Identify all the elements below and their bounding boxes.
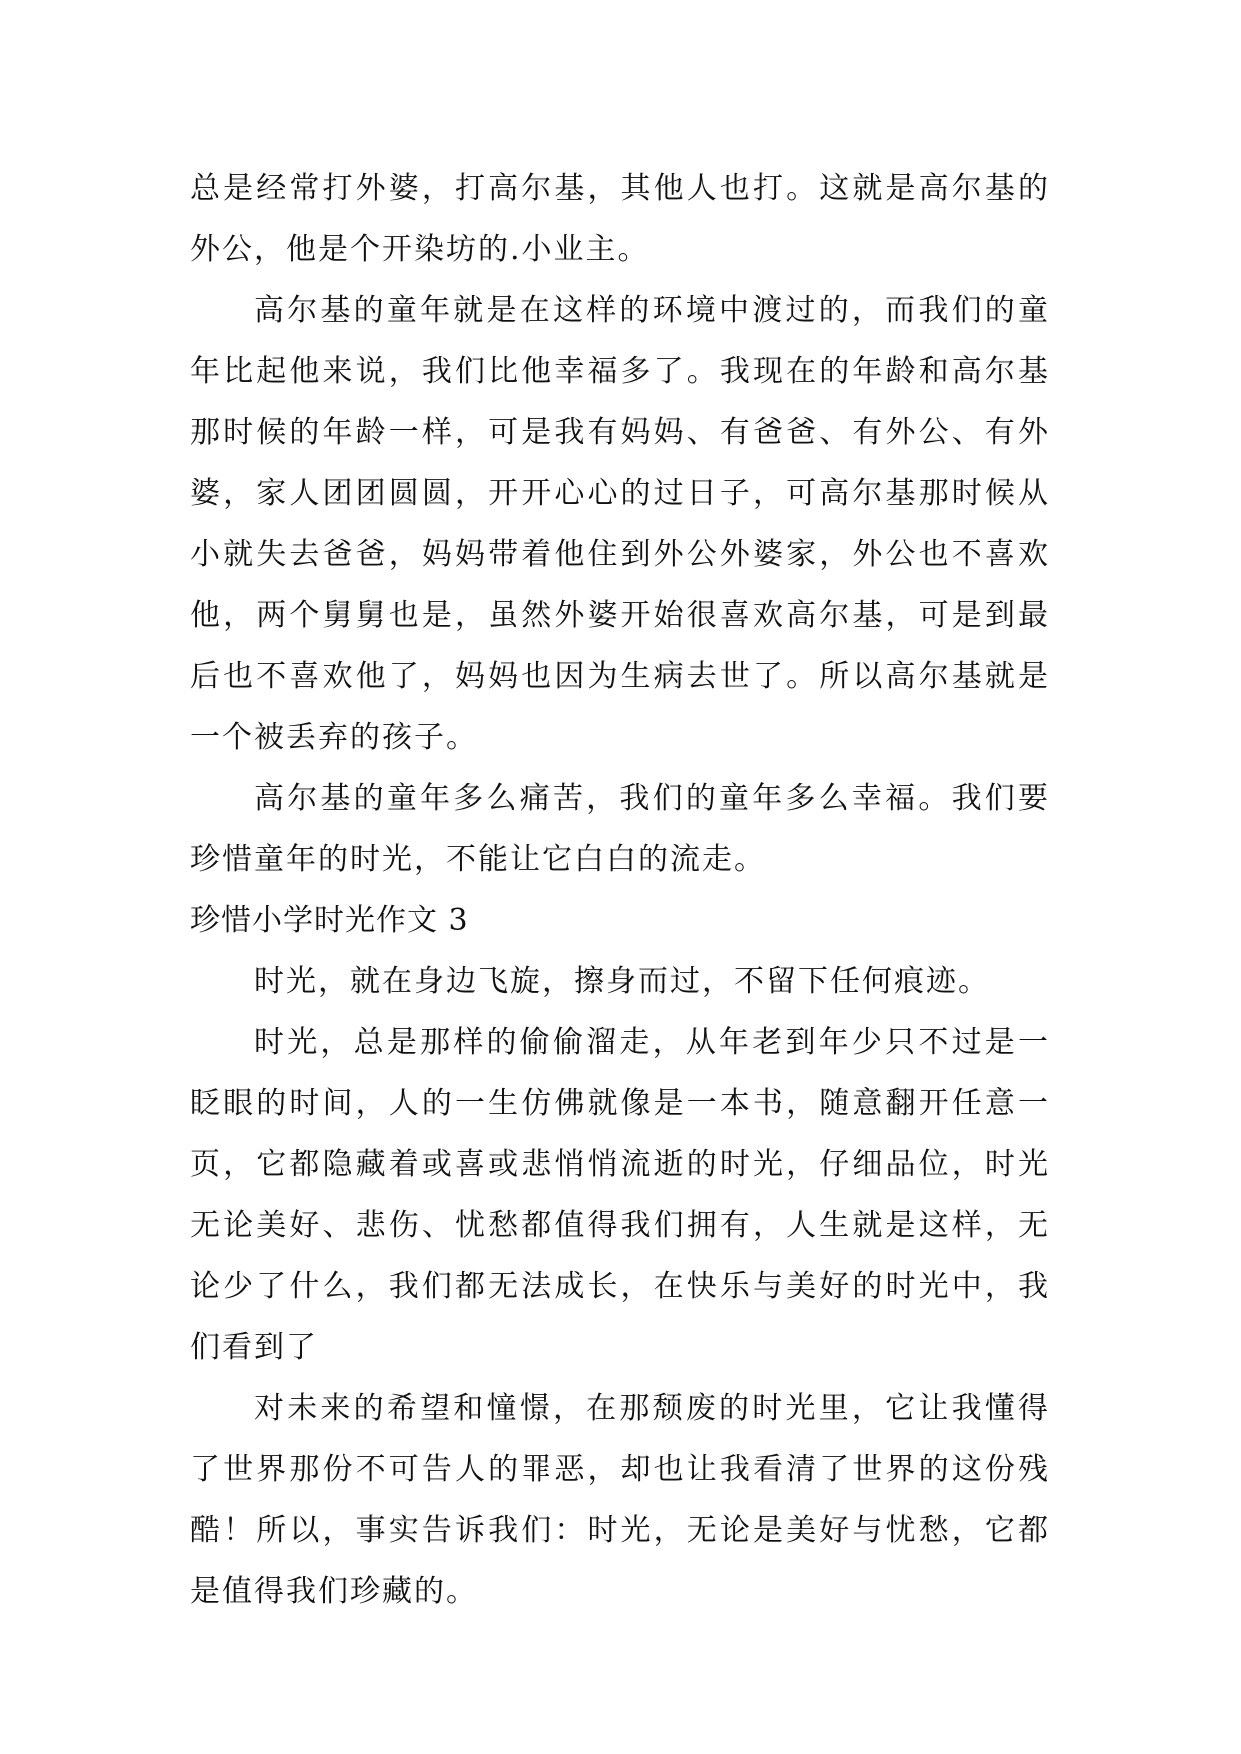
document-body <box>190 158 1050 1622</box>
paragraph-time-slips-away: 时光，总是那样的偷偷溜走，从年老到年少只不过是一眨眼的时间，人的一生仿佛就像是一本书，随意翻开任意一页，它都隐藏着或喜或悲悄悄流逝的时光，仔细品位，时光无论美好、悲伤、忧愁都值得我们拥有，人生就是这样，无论少了什么，我们都无法成长，在快乐与美好的时光中，我们看到了 <box>190 1025 1050 1365</box>
paragraph-hope-future: 对未来的希望和憧憬，在那颓废的时光里，它让我懂得了世界那份不可告人的罪恶，却也让我看清了世界的这份残酷！所以，事实告诉我们：时光，无论是美好与忧愁，它都是值得我们珍藏的。 <box>190 1391 1050 1609</box>
paragraph-time-passes: 时光，就在身边飞旋，擦身而过，不留下任何痕迹。 <box>254 964 990 999</box>
paragraph-continuation: 总是经常打外婆，打高尔基，其他人也打。这就是高尔基的外公，他是个开染坊的.小业主。 <box>190 171 1050 267</box>
essay-heading: 珍惜小学时光作文 3 <box>190 903 469 938</box>
paragraph-gorky-childhood: 高尔基的童年就是在这样的环境中渡过的，而我们的童年比起他来说，我们比他幸福多了。我现在的年龄和高尔基那时候的年龄一样，可是我有妈妈、有爸爸、有外公、有外婆，家人团团圆圆，开开心心的过日子，可高尔基那时候从小就失去爸爸，妈妈带着他住到外公外婆家，外公也不喜欢他，两个舅舅也是，虽然外婆开始很喜欢高尔基，可是到最后也不喜欢他了，妈妈也因为生病去世了。所以高尔基就是一个被丢弃的孩子。 <box>190 293 1050 755</box>
paragraph-cherish-childhood: 高尔基的童年多么痛苦，我们的童年多么幸福。我们要珍惜童年的时光，不能让它白白的流走。 <box>190 781 1050 877</box>
